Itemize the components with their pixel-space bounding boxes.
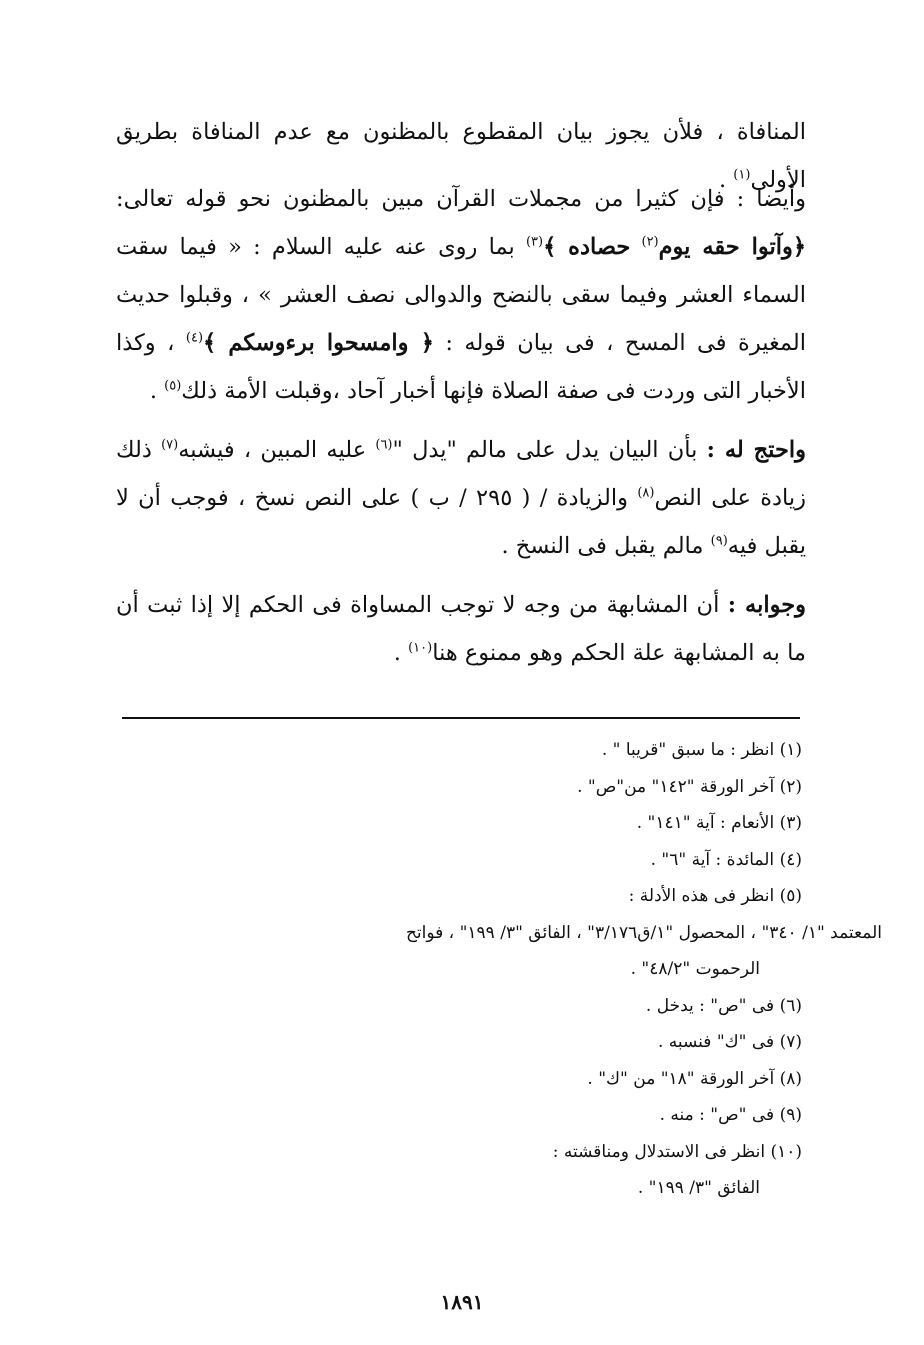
paragraph-4-lead: وجوابه :: [727, 592, 806, 618]
footnote-label: (٩): [779, 1105, 802, 1125]
paragraph-1-end: .: [718, 167, 727, 193]
footnote-5-sources: [82, 915, 882, 952]
footnote-text: فى "ص" : منه .: [659, 1105, 775, 1125]
footnote-ref-10[interactable]: (١٠): [408, 640, 433, 656]
footnote-label: (٣): [779, 813, 802, 833]
quran-quote-1: ﴿وآتوا حقه يوم: [658, 234, 807, 260]
footnote-ref-9[interactable]: (٩): [710, 533, 728, 549]
paragraph-3-part-a: بأن البيان يدل على مالم "يدل ": [392, 437, 698, 463]
paragraph-2-lead: وأيضا : فإن كثيرا من مجملات القرآن مبين بالمظنون نحو قوله تعالى:: [116, 186, 806, 212]
footnote-3: [82, 805, 802, 842]
footnote-9: [82, 1097, 802, 1134]
footnote-text: انظر فى هذه الأدلة :: [628, 886, 775, 906]
footnote-ref-2[interactable]: (٢): [641, 234, 659, 250]
footnote-text: فى "ص" : يدخل .: [645, 995, 775, 1016]
footnote-text: الرحموت "٤٨/٢" .: [630, 959, 760, 979]
paragraph-2: [116, 175, 806, 415]
footnote-label: (٤): [779, 849, 802, 870]
footnote-6: [82, 988, 802, 1025]
footnote-label: (١): [779, 740, 802, 760]
footnote-2: [82, 769, 802, 806]
footnote-10-cont: [82, 1170, 802, 1207]
paragraph-3: [116, 426, 806, 570]
footnote-label: (٨): [779, 1068, 802, 1089]
footnote-divider: [122, 717, 800, 719]
footnote-5: [82, 878, 802, 915]
paragraph-3-part-d: والزيادة / ( ٢٩٥ / ب ) على النص نسخ ، فوجب أن لا يقبل فيه: [116, 485, 806, 559]
footnote-text: فى "ك" فنسبه .: [657, 1032, 775, 1052]
footnote-text: انظر : ما سبق "قريبا " .: [601, 740, 775, 760]
footnote-text: آخر الورقة "١٨" من "ك" .: [587, 1068, 775, 1089]
footnote-label: (٦): [779, 995, 802, 1016]
footnote-text: المائدة : آية "٦" .: [650, 849, 775, 870]
footnote-ref-1[interactable]: (١): [733, 167, 751, 183]
footnote-8: [82, 1061, 802, 1098]
paragraph-2-tail: ، وكذا الأخبار التى وردت فى صفة الصلاة فإنها أخبار آحاد ،وقبلت الأمة ذلك: [116, 330, 806, 404]
footnote-ref-7[interactable]: (٧): [161, 437, 179, 453]
footnote-ref-4[interactable]: (٤): [185, 330, 204, 346]
paragraph-3-part-c: ذلك زيادة على النص: [116, 437, 807, 511]
footnote-10: [82, 1134, 802, 1171]
footnote-label: (٧): [779, 1032, 802, 1052]
footnote-ref-8[interactable]: (٨): [637, 485, 655, 501]
quran-quote-2: ﴿ وامسحوا برءوسكم ﴾: [203, 330, 434, 356]
footnotes-list: [82, 732, 882, 1207]
footnote-text: المعتمد "١/ ٣٤٠" ، المحصول "١/ق٣/١٧٦" ، الفائق "٣/ ١٩٩" ، فواتح: [405, 922, 882, 943]
footnote-ref-6[interactable]: (٦): [375, 437, 393, 453]
paragraph-3-part-b: عليه المبين ، فيشبه: [178, 437, 367, 463]
paragraph-3-lead: واحتج له :: [706, 437, 806, 463]
paragraph-2-end: .: [149, 378, 157, 404]
footnote-label: (١٠): [770, 1141, 802, 1162]
footnote-4: [82, 842, 802, 879]
quran-quote-1-end: حصاده ﴾: [543, 234, 631, 260]
footnote-text: آخر الورقة "١٤٢" من"ص" .: [577, 776, 775, 797]
footnote-ref-3[interactable]: (٣): [525, 234, 544, 250]
paragraph-3-part-e: مالم يقبل فى النسخ .: [501, 533, 704, 559]
footnote-1: [82, 732, 802, 769]
paragraph-4-body: أن المشابهة من وجه لا توجب المساواة فى الحكم إلا إذا ثبت أن ما به المشابهة علة الحكم وهو ممنوع هنا: [116, 592, 806, 666]
paragraph-4-end: .: [393, 640, 401, 666]
footnote-text: انظر فى الاستدلال ومناقشته :: [552, 1141, 766, 1162]
footnote-label: (٢): [779, 776, 802, 797]
paragraph-2-body: بما روى عنه عليه السلام : « فيما سقت السماء العشر وفيما سقى بالنضح والدوالى نصف العشر » ، وقبلوا حديث المغيرة فى المسح ، فى بيان قوله :: [116, 234, 806, 356]
paragraph-4: [116, 581, 806, 677]
footnote-ref-5[interactable]: (٥): [164, 378, 182, 394]
footnote-7: [82, 1024, 802, 1061]
page-number: ١٨٩١: [440, 1290, 484, 1314]
paragraph-1-text: المنافاة ، فلأن يجوز بيان المقطوع بالمظنون مع عدم المنافاة بطريق الأولى: [116, 119, 806, 193]
footnote-text: الفائق "٣/ ١٩٩" .: [637, 1178, 760, 1198]
footnote-text: الأنعام : آية "١٤١" .: [636, 813, 775, 833]
footnote-5-sources-cont: [82, 951, 802, 988]
footnote-label: (٥): [779, 886, 802, 906]
